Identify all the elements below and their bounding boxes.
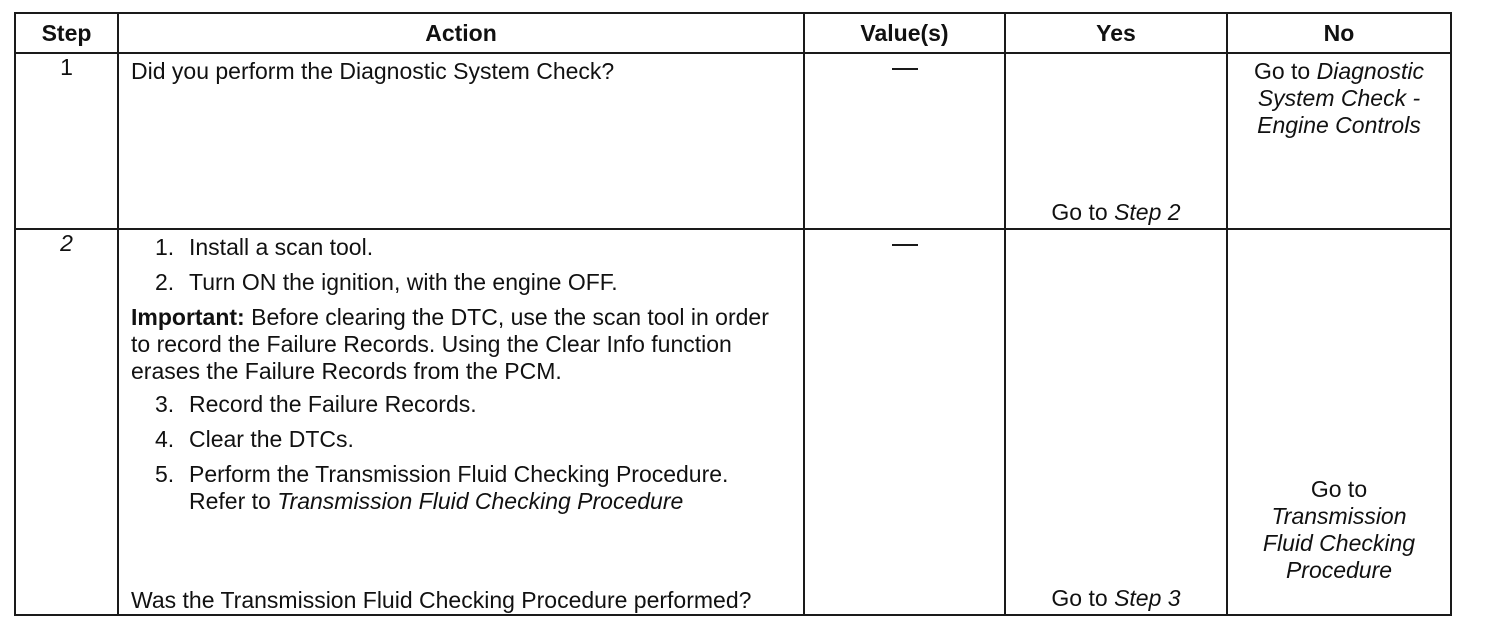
yes-target: Step 2 — [1114, 199, 1181, 225]
value-cell — [804, 53, 1005, 229]
no-target-line-2: System Check - — [1257, 85, 1421, 111]
important-label: Important: — [131, 304, 245, 330]
action-question: Was the Transmission Fluid Checking Procedure performed? — [131, 587, 752, 613]
action-cell — [118, 53, 804, 229]
list-item-number: 2. — [155, 269, 175, 295]
no-cell — [1227, 53, 1451, 229]
important-note — [131, 304, 793, 385]
no-target-line-2: Fluid Checking — [1262, 530, 1416, 556]
value-cell — [804, 229, 1005, 615]
list-item-main-text: Perform the Transmission Fluid Checking Procedure. — [189, 461, 729, 487]
no-link — [1228, 54, 1450, 139]
no-target-line-3: Procedure — [1285, 557, 1393, 583]
yes-link — [1006, 199, 1226, 226]
refer-target: Transmission Fluid Checking Procedure — [277, 488, 684, 514]
no-target-line-1: Diagnostic — [1316, 58, 1425, 84]
step-list-a — [131, 234, 793, 296]
list-item-number: 4. — [155, 426, 175, 452]
header-action: Action — [118, 13, 804, 53]
yes-prefix: Go to — [1051, 199, 1108, 225]
header-step: Step — [15, 13, 118, 53]
list-item-text: Clear the DTCs. — [189, 426, 354, 452]
action-cell — [118, 229, 804, 615]
header-yes: Yes — [1005, 13, 1227, 53]
no-link — [1228, 476, 1450, 584]
step-list-b — [131, 391, 793, 515]
important-text: Before clearing the DTC, use the scan tool in order to record the Failure Records. Using the Clear Info function erases the Failure Records from the PCM. — [131, 304, 769, 384]
no-cell — [1227, 229, 1451, 615]
yes-link — [1006, 585, 1226, 612]
no-prefix: Go to — [1310, 476, 1368, 502]
value-dash — [892, 68, 918, 70]
refer-line — [189, 488, 793, 515]
table-row — [15, 53, 1451, 229]
yes-target: Step 3 — [1114, 585, 1181, 611]
no-prefix: Go to — [1253, 58, 1311, 84]
yes-prefix: Go to — [1051, 585, 1108, 611]
no-target-line-3: Engine Controls — [1257, 112, 1421, 138]
refer-prefix: Refer to — [189, 488, 271, 514]
yes-cell — [1005, 53, 1227, 229]
step-number: 2 — [15, 229, 118, 615]
list-item — [155, 461, 793, 515]
list-item — [155, 234, 793, 261]
header-no: No — [1227, 13, 1451, 53]
table-row — [15, 229, 1451, 615]
list-item — [155, 426, 793, 453]
no-target-line-1: Transmission — [1271, 503, 1407, 529]
list-item-text: Install a scan tool. — [189, 234, 374, 260]
list-item — [155, 391, 793, 418]
step-number: 1 — [15, 53, 118, 229]
action-question: Did you perform the Diagnostic System Check? — [131, 58, 615, 84]
list-item-number: 1. — [155, 234, 175, 260]
list-item — [155, 269, 793, 296]
list-item-text — [189, 461, 793, 515]
list-item-text: Turn ON the ignition, with the engine OFF. — [189, 269, 618, 295]
list-item-text: Record the Failure Records. — [189, 391, 477, 417]
yes-cell — [1005, 229, 1227, 615]
diagnostic-table — [14, 12, 1452, 616]
header-row — [15, 13, 1451, 53]
header-values: Value(s) — [804, 13, 1005, 53]
list-item-number: 3. — [155, 391, 175, 417]
list-item-number: 5. — [155, 461, 175, 487]
value-dash — [892, 244, 918, 246]
